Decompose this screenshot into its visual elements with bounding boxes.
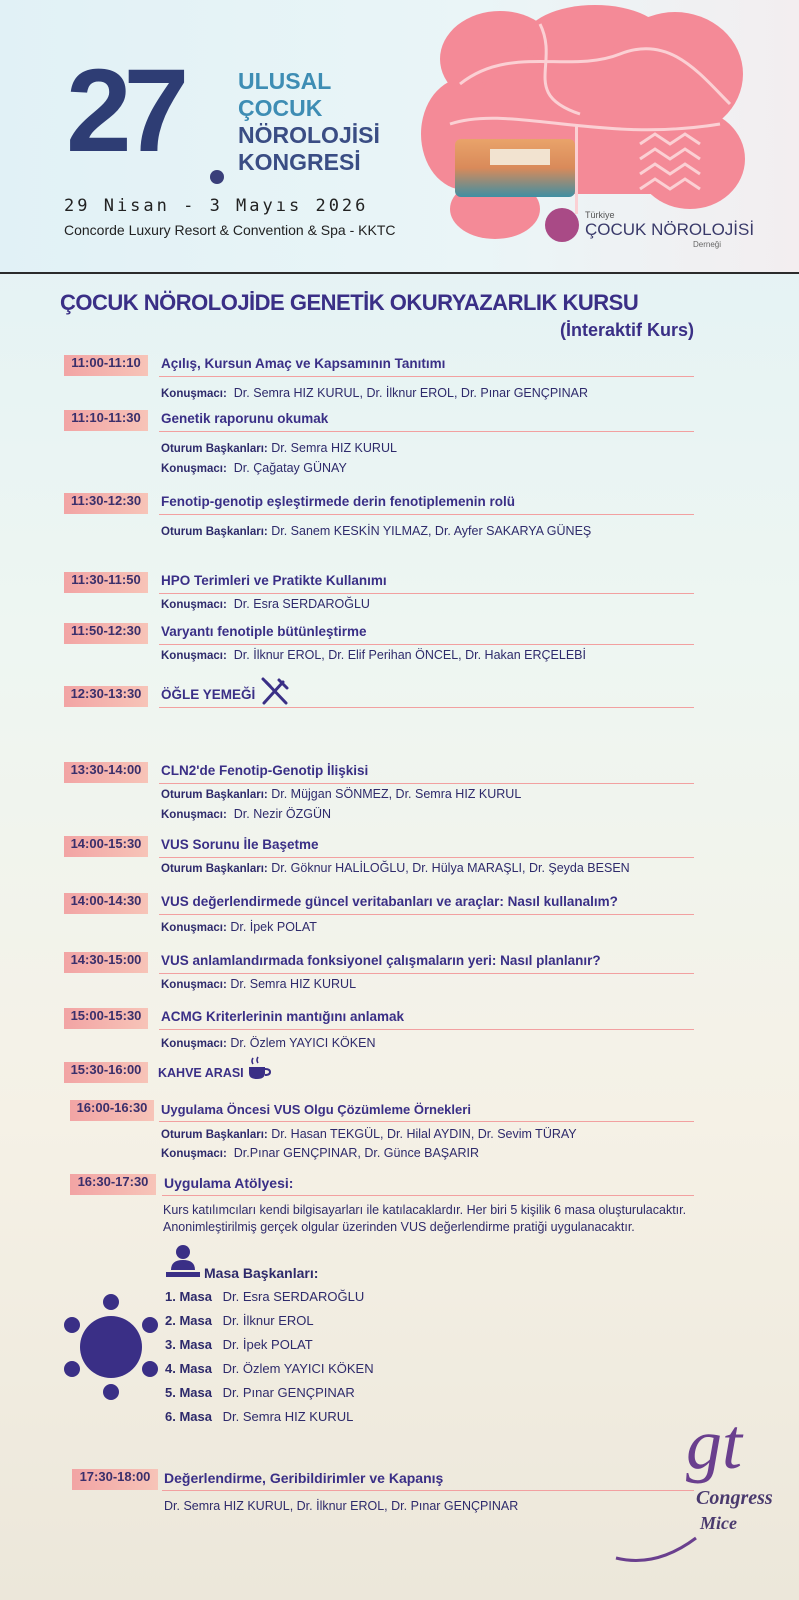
session-rule: [159, 593, 694, 594]
session-rule: [159, 644, 694, 645]
line-label: Konuşmacı:: [161, 650, 227, 662]
session-time: 14:00-15:30: [64, 836, 148, 857]
session-line: [161, 1036, 376, 1050]
session-title: Uygulama Öncesi VUS Olgu Çözümleme Örnekleri: [161, 1102, 471, 1117]
table-head-name: Dr. Pınar GENÇPINAR: [222, 1385, 355, 1400]
congress-number: 27: [66, 45, 182, 177]
session-line: [161, 524, 591, 538]
table-label: 6. Masa: [165, 1409, 212, 1424]
session-rule: [159, 431, 694, 432]
line-value: Dr. Hasan TEKGÜL, Dr. Hilal AYDIN, Dr. Sevim TÜRAY: [271, 1127, 577, 1141]
session-title: Genetik raporunu okumak: [161, 411, 329, 426]
session-rule: [159, 707, 694, 708]
session-line: [161, 1146, 479, 1160]
table-label: 4. Masa: [165, 1361, 212, 1376]
congress-venue: Concorde Luxury Resort & Convention & Spa - KKTC: [64, 222, 396, 238]
line-label: Oturum Başkanları:: [161, 1129, 268, 1141]
table-heads-label: Masa Başkanları:: [204, 1265, 319, 1281]
session-time: 14:30-15:00: [64, 952, 148, 973]
line-value: Dr. Semra HIZ KURUL: [271, 441, 397, 455]
session-title: VUS anlamlandırmada fonksiyonel çalışmaların yeri: Nasıl planlanır?: [161, 953, 601, 968]
line-label: Konuşmacı:: [161, 922, 227, 934]
line-label: Oturum Başkanları:: [161, 443, 268, 455]
session-title: ACMG Kriterlerinin mantığını anlamak: [161, 1009, 405, 1024]
table-head-name: Dr. İpek POLAT: [222, 1337, 313, 1352]
line-value: Dr. Özlem YAYICI KÖKEN: [230, 1036, 376, 1050]
session-rule: [159, 514, 694, 515]
table-heads-list: [165, 1289, 374, 1433]
session-time: 17:30-18:00: [72, 1469, 158, 1490]
congress-name-line: ÇOCUK: [238, 95, 323, 121]
table-head-name: Dr. Özlem YAYICI KÖKEN: [222, 1361, 374, 1376]
session-title: Fenotip-genotip eşleştirmede derin fenotiplemenin rolü: [161, 494, 516, 509]
session-rule: [159, 376, 694, 377]
round-table-icon: [58, 1294, 164, 1400]
line-value: Dr. Esra SERDAROĞLU: [233, 597, 370, 611]
session-line: [161, 461, 347, 475]
line-value: Dr. Semra HIZ KURUL, Dr. İlknur EROL, Dr. Pınar GENÇPINAR: [233, 386, 589, 400]
session-title: VUS değerlendirmede güncel veritabanları ve araçlar: Nasıl kullanalım?: [161, 894, 618, 909]
congress-name-line: KONGRESİ: [238, 149, 361, 175]
session-title: Uygulama Atölyesi:: [164, 1175, 294, 1191]
association-country: Türkiye: [585, 210, 615, 220]
session-rule: [159, 973, 694, 974]
fork-knife-icon: [259, 676, 291, 706]
number-dot: [210, 170, 224, 184]
session-line: [161, 386, 588, 400]
association-suffix: Derneği: [693, 240, 722, 249]
session-title: HPO Terimleri ve Pratikte Kullanımı: [161, 573, 387, 588]
line-label: Konuşmacı:: [161, 599, 227, 611]
line-label: Oturum Başkanları:: [161, 789, 268, 801]
list-item: [165, 1289, 374, 1313]
description-line: Kurs katılımcıları kendi bilgisayarları ile katılacaklardır. Her biri 5 kişilik 6 masa oluşturulacaktır.: [163, 1203, 687, 1217]
session-title: KAHVE ARASI: [158, 1066, 244, 1080]
congress-name-line: ULUSAL: [238, 68, 332, 94]
session-title: ÖĞLE YEMEĞİ: [161, 687, 256, 702]
session-time: 15:00-15:30: [64, 1008, 148, 1029]
table-label: 2. Masa: [165, 1313, 212, 1328]
line-label: Konuşmacı:: [161, 979, 227, 991]
course-title: ÇOCUK NÖROLOJİDE GENETİK OKURYAZARLIK KURSU: [60, 290, 639, 315]
session-time: 11:30-12:30: [64, 493, 148, 514]
head-silhouette-icon: [545, 208, 579, 242]
session-time: 11:30-11:50: [64, 572, 148, 593]
line-label: Oturum Başkanları:: [161, 863, 268, 875]
session-line: [164, 1499, 518, 1513]
session-title: CLN2'de Fenotip-Genotip İlişkisi: [161, 763, 369, 778]
session-rule: [159, 783, 694, 784]
line-label: Konuşmacı:: [161, 809, 227, 821]
session-time: 12:30-13:30: [64, 686, 148, 707]
logo-mark: gt: [686, 1404, 743, 1484]
session-line: [161, 648, 586, 662]
line-value: Dr. Sanem KESKİN YILMAZ, Dr. Ayfer SAKARYA GÜNEŞ: [271, 524, 592, 538]
session-rule: [159, 857, 694, 858]
header-banner: [0, 0, 799, 272]
table-head-name: Dr. İlknur EROL: [222, 1313, 314, 1328]
session-rule: [159, 1121, 694, 1122]
table-head-name: Dr. Esra SERDAROĞLU: [222, 1289, 365, 1304]
congress-dates: 29 Nisan - 3 Mayıs 2026: [64, 196, 369, 216]
line-label: Oturum Başkanları:: [161, 526, 268, 538]
workshop-description: [163, 1202, 686, 1236]
table-label: 1. Masa: [165, 1289, 212, 1304]
line-value: Dr. Çağatay GÜNAY: [233, 461, 347, 475]
list-item: [165, 1409, 374, 1433]
person-at-desk-icon: [166, 1243, 200, 1279]
session-title: VUS Sorunu İle Başetme: [161, 837, 319, 852]
line-label: Konuşmacı:: [161, 1148, 227, 1160]
table-label: 3. Masa: [165, 1337, 212, 1352]
session-line: [161, 1127, 577, 1141]
session-line: [161, 441, 397, 455]
description-line: Anonimleştirilmiş gerçek olgular üzerinden VUS değerlendirme pratiği uygulanacaktır.: [163, 1220, 635, 1234]
line-value: Dr. İlknur EROL, Dr. Elif Perihan ÖNCEL, Dr. Hakan ERÇELEBİ: [233, 648, 586, 662]
congress-name: [238, 68, 380, 176]
table-label: 5. Masa: [165, 1385, 212, 1400]
session-time: 11:10-11:30: [64, 410, 148, 431]
line-value: Dr. Nezir ÖZGÜN: [233, 807, 332, 821]
association-name: ÇOCUK NÖROLOJİSİ: [585, 220, 755, 239]
line-value: Dr.Pınar GENÇPINAR, Dr. Günce BAŞARIR: [233, 1146, 479, 1160]
session-title: Açılış, Kursun Amaç ve Kapsamının Tanıtımı: [161, 356, 446, 371]
session-line: [161, 861, 630, 875]
congress-name-line: NÖROLOJİSİ: [238, 122, 380, 148]
logo-word1: Congress: [696, 1487, 773, 1509]
session-title: Değerlendirme, Geribildirimler ve Kapanış: [164, 1470, 444, 1486]
line-value: Dr. İpek POLAT: [230, 920, 317, 934]
session-line: [161, 807, 331, 821]
header-divider: [0, 272, 799, 274]
line-label: Konuşmacı:: [161, 388, 227, 400]
session-time: 16:30-17:30: [70, 1174, 156, 1195]
coffee-cup-icon: [246, 1056, 272, 1082]
line-value: Dr. Semra HIZ KURUL: [230, 977, 357, 991]
session-time: 11:50-12:30: [64, 623, 148, 644]
session-line: [161, 920, 317, 934]
line-label: Konuşmacı:: [161, 1038, 227, 1050]
list-item: [165, 1337, 374, 1361]
session-rule: [159, 1029, 694, 1030]
logo-word2: Mice: [700, 1513, 737, 1533]
list-item: [165, 1361, 374, 1385]
session-line: [161, 787, 521, 801]
session-time: 16:00-16:30: [70, 1100, 154, 1121]
session-time: 13:30-14:00: [64, 762, 148, 783]
session-time: 14:00-14:30: [64, 893, 148, 914]
line-value: Dr. Göknur HALİLOĞLU, Dr. Hülya MARAŞLI, Dr. Şeyda BESEN: [271, 861, 630, 875]
session-line: [161, 597, 370, 611]
session-rule: [162, 1195, 694, 1196]
table-head-name: Dr. Semra HIZ KURUL: [222, 1409, 354, 1424]
session-time: 15:30-16:00: [64, 1062, 148, 1083]
session-time: 11:00-11:10: [64, 355, 148, 376]
session-line: [161, 977, 356, 991]
course-subtitle: (İnteraktif Kurs): [559, 320, 694, 340]
line-value: Dr. Semra HIZ KURUL, Dr. İlknur EROL, Dr. Pınar GENÇPINAR: [164, 1499, 519, 1513]
line-label: Konuşmacı:: [161, 463, 227, 475]
list-item: [165, 1385, 374, 1409]
line-value: Dr. Müjgan SÖNMEZ, Dr. Semra HIZ KURUL: [271, 787, 522, 801]
list-item: [165, 1313, 374, 1337]
session-title: Varyantı fenotiple bütünleştirme: [161, 624, 367, 639]
session-rule: [159, 914, 694, 915]
gt-congress-logo: [596, 1398, 788, 1568]
